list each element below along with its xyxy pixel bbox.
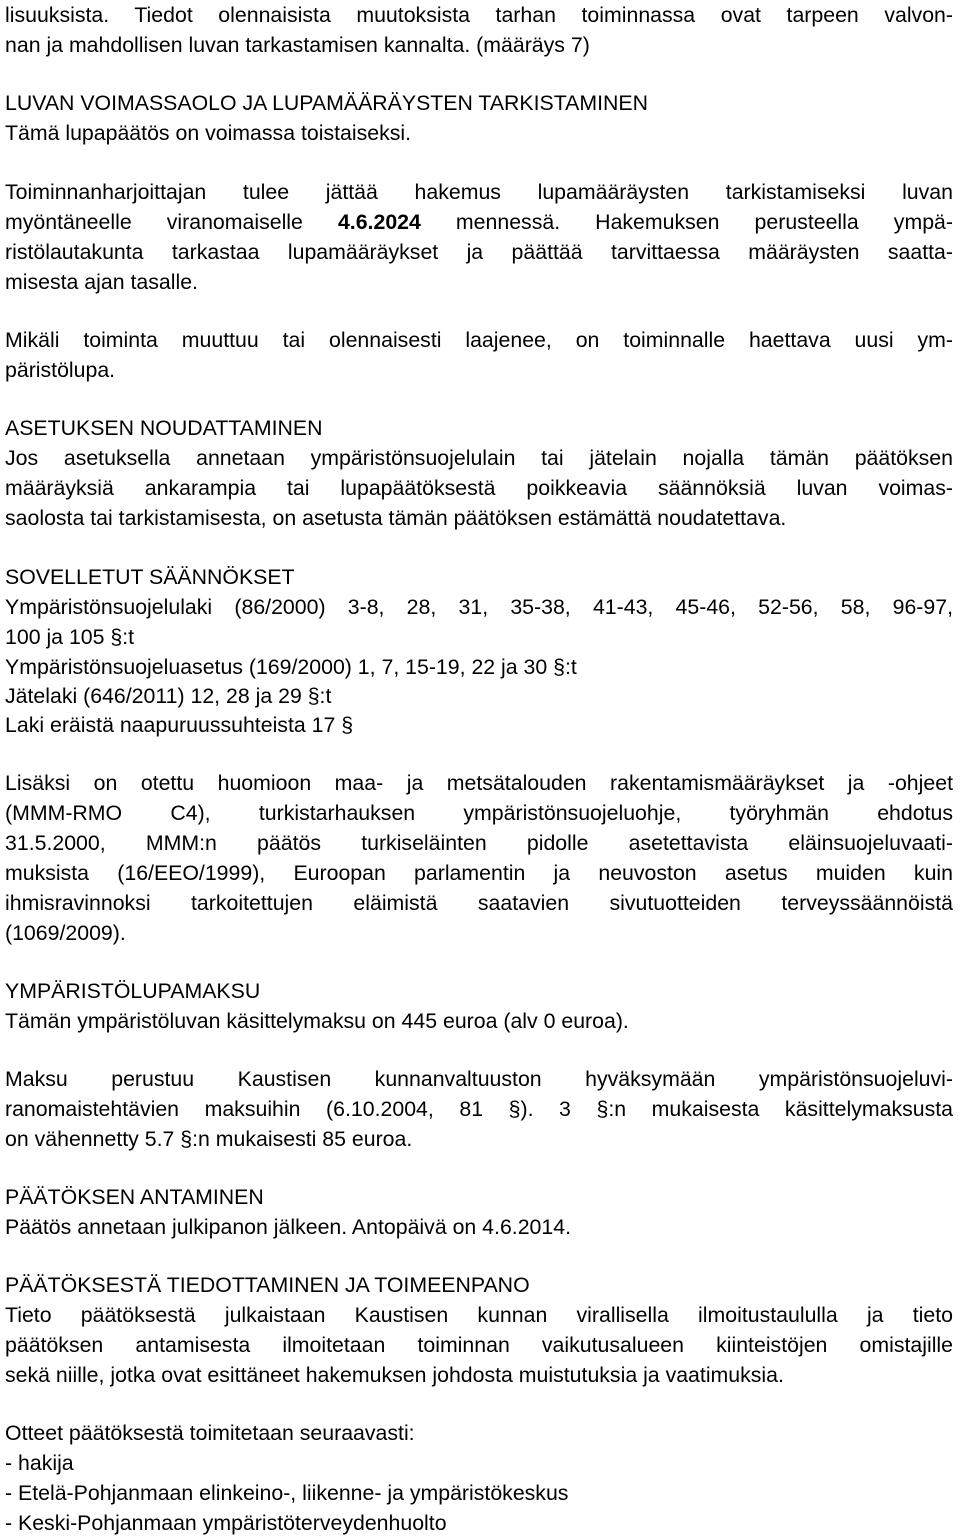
section-heading: YMPÄRISTÖLUPAMAKSU <box>5 979 261 1003</box>
section-heading: PÄÄTÖKSESTÄ TIEDOTTAMINEN JA TOIMEENPANO <box>5 1273 530 1297</box>
text-line: ristölautakunta tarkastaa lupamääräykset ja päättää tarvittaessa määräysten saatta- <box>5 240 953 264</box>
text-line-with-deadline <box>5 207 953 237</box>
text-line: saolosta tai tarkistamisesta, on asetusta tämän päätöksen estämättä noudatettava. <box>5 506 787 530</box>
text-line: Mikäli toiminta muuttuu tai olennaisesti laajenee, on toiminnalle haettava uusi ym- <box>5 328 953 352</box>
text-line: misesta ajan tasalle. <box>5 270 198 294</box>
section-heading: PÄÄTÖKSEN ANTAMINEN <box>5 1185 264 1209</box>
text-line: Tämä lupapäätös on voimassa toistaiseksi. <box>5 121 412 145</box>
text-line: lisuuksista. Tiedot olennaisista muutoksista tarhan toiminnassa ovat tarpeen valvon- <box>5 3 953 27</box>
text-line: muksista (16/EEO/1999), Euroopan parlamentin ja neuvoston asetus muiden kuin <box>5 861 953 885</box>
list-item: - hakija <box>5 1451 74 1475</box>
text-line: ranomaistehtävien maksuihin (6.10.2004, 81 §). 3 §:n mukaisesta käsittelymaksusta <box>5 1097 953 1121</box>
section-heading: LUVAN VOIMASSAOLO JA LUPAMÄÄRÄYSTEN TARKISTAMINEN <box>5 91 649 115</box>
list-item: - Etelä-Pohjanmaan elinkeino-, liikenne- ja ympäristökeskus <box>5 1481 569 1505</box>
text-line: Lisäksi on otettu huomioon maa- ja metsätalouden rakentamismääräykset ja -ohjeet <box>5 771 953 795</box>
text-line: Päätös annetaan julkipanon jälkeen. Antopäivä on 4.6.2014. <box>5 1215 571 1239</box>
text-line: Ympäristönsuojeluasetus (169/2000) 1, 7, 15-19, 22 ja 30 §:t <box>5 655 577 679</box>
text-line: päristölupa. <box>5 358 116 382</box>
text-line: (1069/2009). <box>5 921 126 945</box>
text-line: 100 ja 105 §:t <box>5 625 135 649</box>
text-line: Ympäristönsuojelulaki (86/2000) 3-8, 28, 31, 35-38, 41-43, 45-46, 52-56, 58, 96-97, <box>5 595 953 619</box>
section-heading: ASETUKSEN NOUDATTAMINEN <box>5 416 323 440</box>
text-line: nan ja mahdollisen luvan tarkastamisen kannalta. (määräys 7) <box>5 33 590 57</box>
text-line: päätöksen antamisesta ilmoitetaan toiminnan vaikutusalueen kiinteistöjen omistajille <box>5 1333 953 1357</box>
text-line: Tieto päätöksestä julkaistaan Kaustisen kunnan virallisella ilmoitustaululla ja tieto <box>5 1303 953 1327</box>
text-segment: mennessä. Hakemuksen perusteella ympä- <box>420 210 953 234</box>
text-line: ihmisravinnoksi tarkoitettujen eläimistä saatavien sivutuotteiden terveyssäännöistä <box>5 891 953 915</box>
text-line: Maksu perustuu Kaustisen kunnanvaltuuston hyväksymään ympäristönsuojeluvi- <box>5 1067 953 1091</box>
section-heading: SOVELLETUT SÄÄNNÖKSET <box>5 565 295 589</box>
text-line: Tämän ympäristöluvan käsittelymaksu on 445 euroa (alv 0 euroa). <box>5 1009 629 1033</box>
text-line: Jos asetuksella annetaan ympäristönsuojelulain tai jätelain nojalla tämän päätöksen <box>5 446 953 470</box>
text-segment: myöntäneelle viranomaiselle <box>5 210 338 234</box>
text-line: määräyksiä ankarampia tai lupapäätöksestä poikkeavia säännöksiä luvan voimas- <box>5 476 953 500</box>
text-line: 31.5.2000, MMM:n päätös turkiseläinten pidolle asetettavista eläinsuojeluvaati- <box>5 831 953 855</box>
deadline-date: 4.6.2024 <box>337 210 421 234</box>
text-line: Laki eräistä naapuruussuhteista 17 § <box>5 713 354 737</box>
list-item: - Keski-Pohjanmaan ympäristöterveydenhuolto <box>5 1511 447 1535</box>
text-line: Toiminnanharjoittajan tulee jättää hakemus lupamääräysten tarkistamiseksi luvan <box>5 180 953 204</box>
text-line: Jätelaki (646/2011) 12, 28 ja 29 §:t <box>5 684 332 708</box>
text-line: on vähennetty 5.7 §:n mukaisesti 85 euroa. <box>5 1127 413 1151</box>
text-line: sekä niille, jotka ovat esittäneet hakemuksen johdosta muistutuksia ja vaatimuksia. <box>5 1363 784 1387</box>
text-line: (MMM-RMO C4), turkistarhauksen ympäristönsuojeluohje, työryhmän ehdotus <box>5 801 953 825</box>
text-line: Otteet päätöksestä toimitetaan seuraavasti: <box>5 1421 415 1445</box>
